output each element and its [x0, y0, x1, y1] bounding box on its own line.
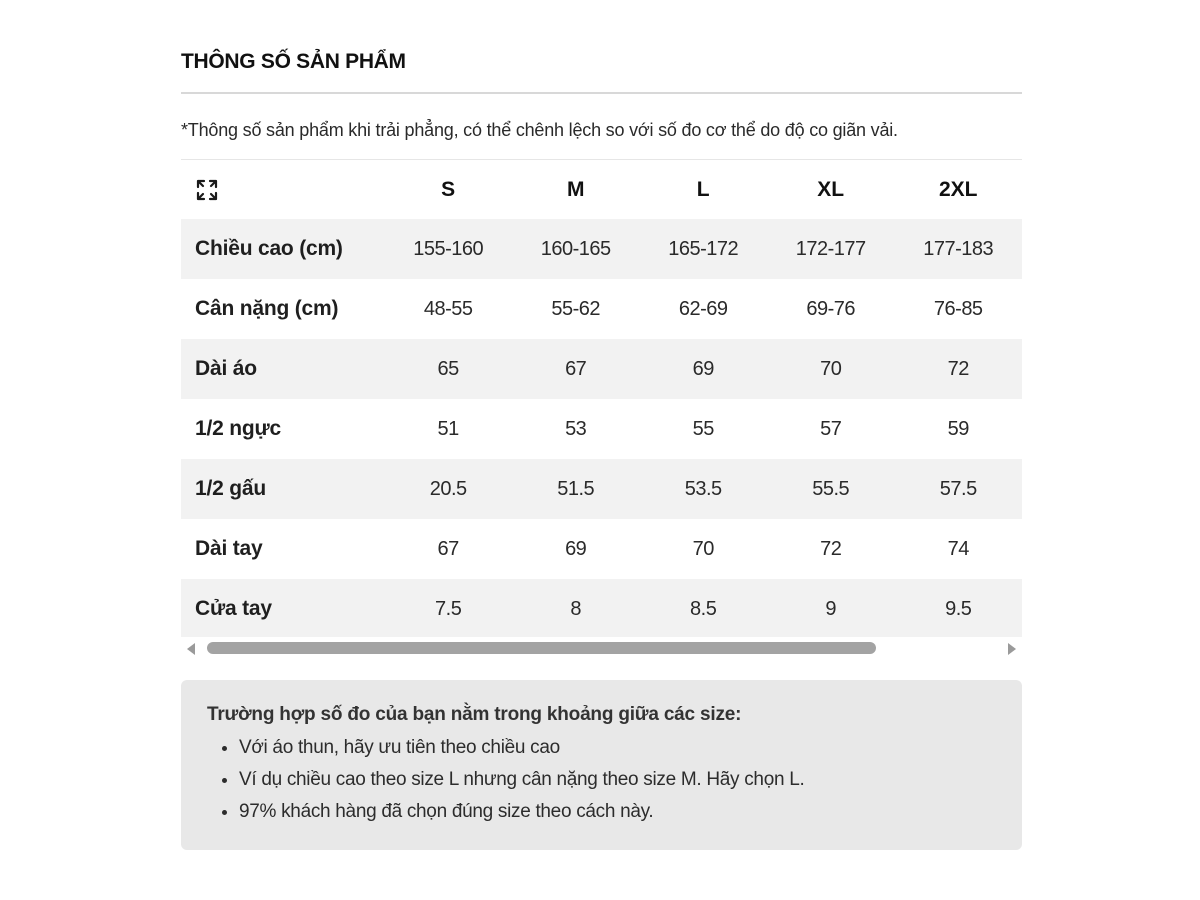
- table-cell: 69: [565, 537, 587, 560]
- table-cell: 51.5: [557, 477, 595, 500]
- table-cell: 55.5: [812, 477, 850, 500]
- list-item: • 97% khách hàng đã chọn đúng size theo cách này.: [239, 796, 996, 828]
- scrollbar-thumb[interactable]: [207, 642, 876, 654]
- table-cell: 67: [437, 537, 459, 560]
- tips-title: Trường hợp số đo của bạn nằm trong khoảng giữa các size:: [207, 704, 742, 725]
- table-row-sleeve-length: [181, 519, 1022, 579]
- spec-note: *Thông số sản phẩm khi trải phẳng, có thể chênh lệch so với số đo cơ thể do độ co giãn vải.: [181, 120, 898, 140]
- row-label: Dài tay: [195, 537, 263, 560]
- table-cell: 48-55: [423, 297, 473, 320]
- size-header-xl: XL: [817, 177, 845, 201]
- table-cell: 20.5: [429, 477, 467, 500]
- list-item: • Với áo thun, hãy ưu tiên theo chiều cao: [239, 732, 996, 764]
- list-item: • Ví dụ chiều cao theo size L nhưng cân nặng theo size M. Hãy chọn L.: [239, 764, 996, 796]
- table-cell: 70: [692, 537, 714, 560]
- table-row-height: [181, 219, 1022, 279]
- table-cell: 155-160: [413, 237, 484, 260]
- table-cell: 8: [570, 597, 581, 620]
- table-header-row: [181, 159, 1022, 219]
- table-cell: 65: [437, 357, 459, 380]
- table-cell: 72: [820, 537, 842, 560]
- table-cell: 165-172: [668, 237, 739, 260]
- title-divider: [181, 92, 1022, 94]
- table-cell: 57.5: [939, 477, 977, 500]
- row-label: 1/2 gấu: [195, 477, 266, 500]
- table-cell: 72: [947, 357, 969, 380]
- table-cell: 51: [437, 417, 459, 440]
- table-horizontal-scrollbar[interactable]: [181, 637, 1022, 659]
- table-row-half-hem: [181, 459, 1022, 519]
- table-cell: 53: [565, 417, 587, 440]
- table-cell: 67: [565, 357, 587, 380]
- table-row-cuff: [181, 579, 1022, 639]
- scroll-right-arrow-icon[interactable]: [1008, 643, 1016, 655]
- table-cell: 55-62: [551, 297, 601, 320]
- table-cell: 172-177: [795, 237, 866, 260]
- row-label: Chiều cao (cm): [195, 237, 343, 260]
- table-row-half-chest: [181, 399, 1022, 459]
- table-cell: 9.5: [945, 597, 972, 620]
- table-cell: 177-183: [923, 237, 994, 260]
- size-tips-box: [181, 680, 1022, 850]
- table-cell: 8.5: [690, 597, 717, 620]
- table-cell: 59: [947, 417, 969, 440]
- row-label: 1/2 ngực: [195, 417, 281, 440]
- table-cell: 55: [692, 417, 714, 440]
- expand-icon: [195, 178, 219, 202]
- scroll-left-arrow-icon[interactable]: [187, 643, 195, 655]
- table-cell: 9: [825, 597, 837, 620]
- row-label: Cửa tay: [195, 597, 272, 620]
- table-cell: 160-165: [540, 237, 611, 260]
- row-label: Cân nặng (cm): [195, 297, 339, 320]
- table-cell: 57: [820, 417, 842, 440]
- table-cell: 62-69: [678, 297, 728, 320]
- expand-table-button[interactable]: [181, 178, 384, 202]
- table-cell: 74: [947, 537, 969, 560]
- tips-list: [207, 732, 996, 828]
- size-header-l: L: [696, 177, 710, 201]
- table-row-shirt-length: [181, 339, 1022, 399]
- size-header-2xl: 2XL: [938, 177, 978, 201]
- table-cell: 7.5: [435, 597, 462, 620]
- table-row-weight: [181, 279, 1022, 339]
- section-title: THÔNG SỐ SẢN PHẨM: [181, 50, 406, 73]
- table-cell: 53.5: [684, 477, 722, 500]
- table-cell: 69: [692, 357, 714, 380]
- size-header-m: M: [566, 177, 585, 201]
- size-table: [181, 159, 1022, 639]
- table-cell: 69-76: [806, 297, 856, 320]
- row-label: Dài áo: [195, 357, 257, 380]
- size-header-s: S: [441, 177, 456, 201]
- table-cell: 76-85: [933, 297, 983, 320]
- table-cell: 70: [820, 357, 842, 380]
